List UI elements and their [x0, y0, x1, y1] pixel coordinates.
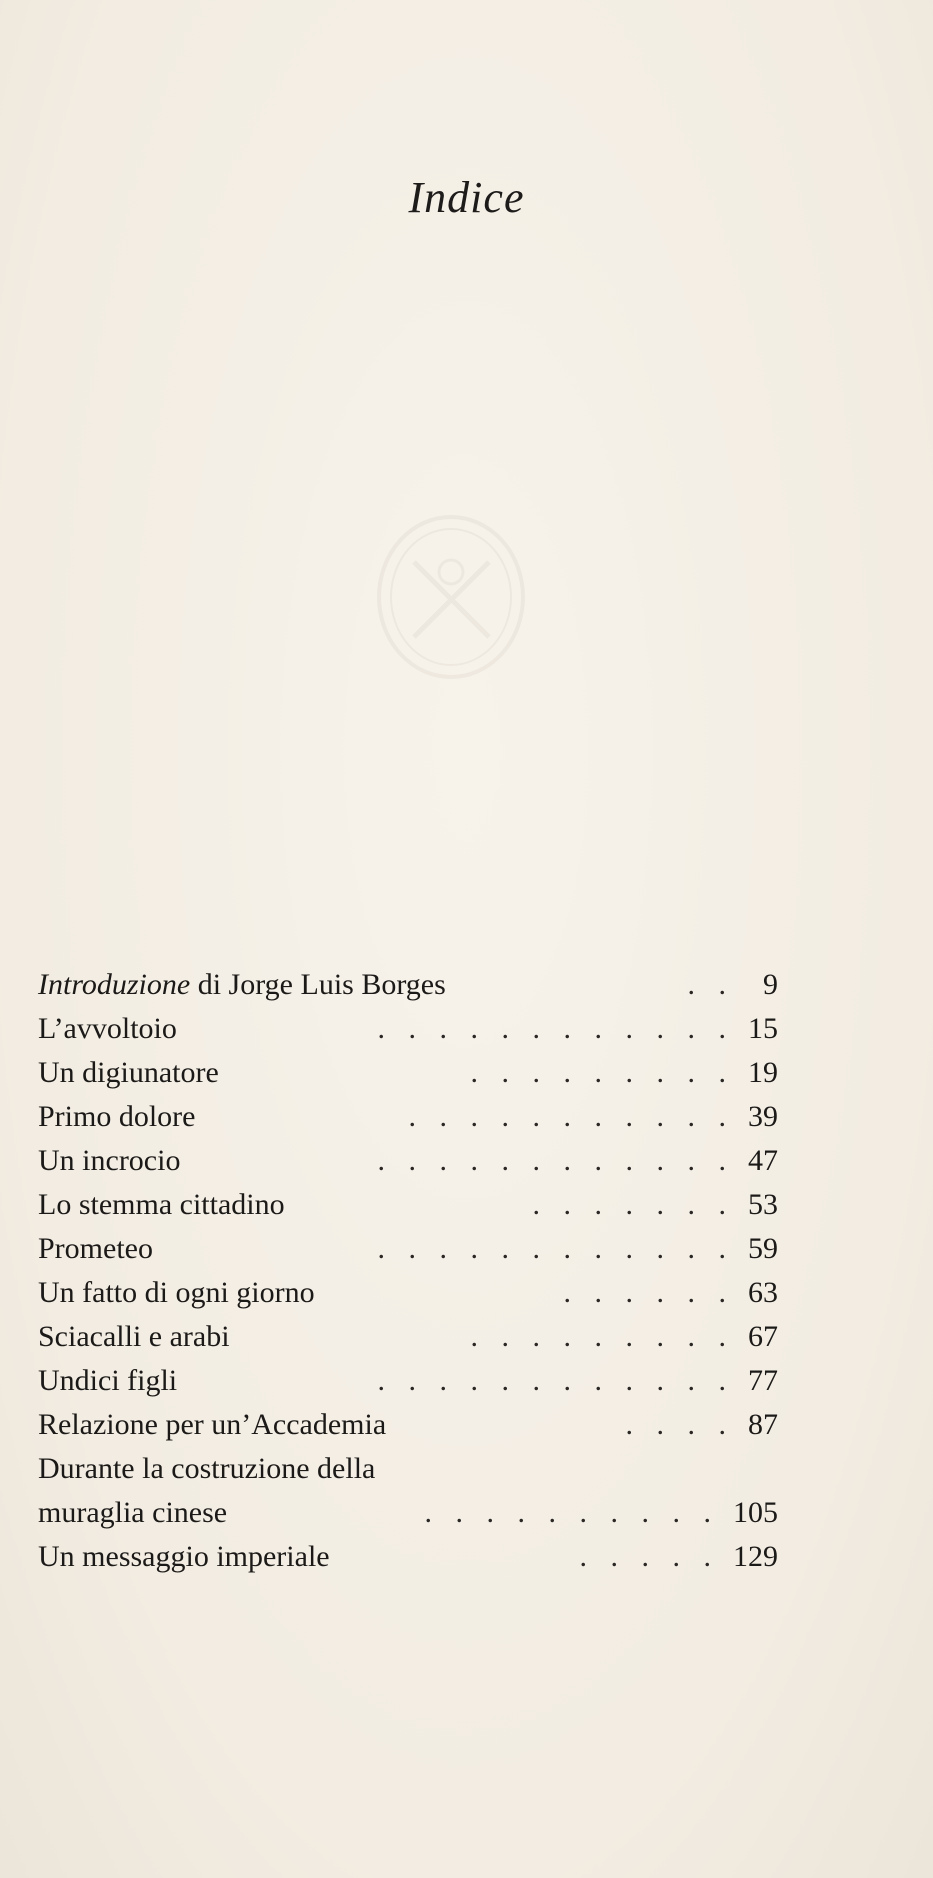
toc-leader-dots: . . . . . . . . . — [470, 1056, 734, 1089]
toc-page-number: 19 — [748, 1056, 778, 1089]
toc-page-number: 15 — [748, 1012, 778, 1045]
toc-entry-title: Un digiunatore — [38, 1056, 219, 1089]
publisher-seal-watermark — [374, 512, 529, 682]
toc-entry-title: muraglia cinese — [38, 1496, 228, 1529]
toc-entry — [38, 1271, 778, 1315]
toc-page-number: 67 — [748, 1320, 778, 1353]
toc-entry-continuation — [38, 1491, 778, 1535]
toc-leader-dots: . . . . . . . . . . . . — [377, 1012, 734, 1045]
toc-entry — [38, 1095, 778, 1139]
toc-entry — [38, 1183, 778, 1227]
toc-entry-title — [38, 963, 446, 1007]
toc-entry-first-line — [38, 1447, 778, 1491]
toc-leader-dots: . . . . . . . . . — [470, 1320, 734, 1353]
toc-entry-title: Un messaggio imperiale — [38, 1540, 330, 1573]
toc-leader-dots: . . . . . — [579, 1540, 719, 1573]
toc-page-number: 77 — [748, 1364, 778, 1397]
toc-entry-title: Un incrocio — [38, 1144, 181, 1177]
toc-page-number: 59 — [748, 1232, 778, 1265]
toc-entry — [38, 1315, 778, 1359]
toc-entry-title: Undici figli — [38, 1364, 178, 1397]
toc-entry — [38, 963, 778, 1007]
toc-leader-dots: . . . . . . . . . . — [424, 1496, 719, 1529]
toc-page-number: 63 — [748, 1276, 778, 1309]
toc-entry — [38, 1139, 778, 1183]
toc-entry-title: Prometeo — [38, 1232, 153, 1265]
toc-leader-dots: . . — [687, 968, 734, 1001]
toc-leader-dots: . . . . . . . . . . . — [408, 1100, 734, 1133]
toc-entry-title: Sciacalli e arabi — [38, 1320, 230, 1353]
toc-entry-title: Un fatto di ogni giorno — [38, 1276, 315, 1309]
toc-entry — [38, 1403, 778, 1447]
toc-entry — [38, 1535, 778, 1579]
toc-entry-title: Durante la costruzione della — [38, 1452, 376, 1485]
toc-leader-dots: . . . . . . . . . . . . — [377, 1144, 734, 1177]
toc-entry — [38, 1007, 778, 1051]
toc-entry — [38, 1051, 778, 1095]
toc-page-number: 87 — [748, 1408, 778, 1441]
toc-page-number: 9 — [763, 968, 778, 1001]
toc-page-number: 47 — [748, 1144, 778, 1177]
page-title: Indice — [408, 173, 525, 222]
toc-page-number: 105 — [733, 1496, 778, 1529]
toc-entry — [38, 1227, 778, 1271]
toc-leader-dots: . . . . . . . — [532, 1188, 734, 1221]
toc-leader-dots: . . . . . . — [563, 1276, 734, 1309]
toc-entry-title-rest: di Jorge Luis Borges — [190, 968, 446, 1001]
toc-page-number: 129 — [733, 1540, 778, 1573]
toc-entry-title: Relazione per un’Accademia — [38, 1408, 387, 1441]
table-of-contents — [38, 963, 778, 1579]
toc-entry-title: Primo dolore — [38, 1100, 196, 1133]
toc-leader-dots: . . . . . . . . . . . . — [377, 1232, 734, 1265]
toc-leader-dots: . . . . . . . . . . . . — [377, 1364, 734, 1397]
toc-leader-dots: . . . . — [625, 1408, 734, 1441]
toc-entry-title-italic: Introduzione — [38, 968, 191, 1001]
toc-page-number: 53 — [748, 1188, 778, 1221]
toc-entry — [38, 1359, 778, 1403]
toc-entry-title: L’avvoltoio — [38, 1012, 177, 1045]
toc-entry-title: Lo stemma cittadino — [38, 1188, 285, 1221]
toc-page-number: 39 — [748, 1100, 778, 1133]
